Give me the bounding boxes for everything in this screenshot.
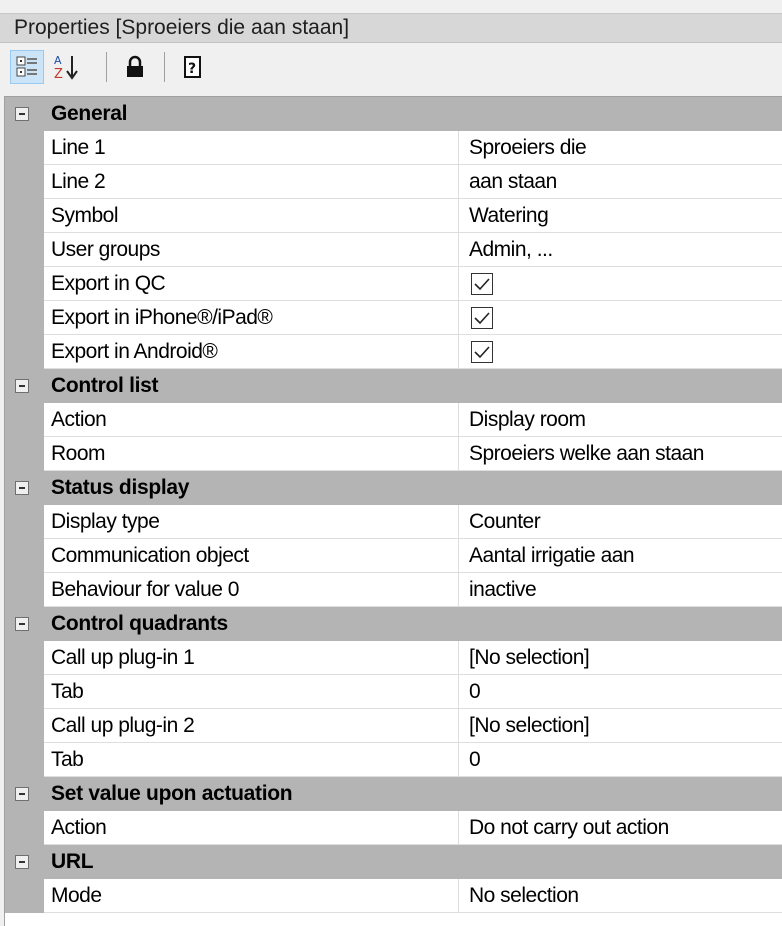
property-name: Action	[51, 816, 107, 839]
checkmark-icon	[474, 276, 490, 292]
property-value[interactable]: Sproeiers welke aan staan	[469, 442, 704, 465]
collapse-icon[interactable]	[15, 617, 29, 631]
collapse-icon[interactable]	[15, 379, 29, 393]
checkmark-icon	[474, 310, 490, 326]
export-qc-checkbox[interactable]	[471, 273, 493, 295]
panel-title: Properties [Sproeiers die aan staan]	[14, 16, 350, 39]
property-row-line-2[interactable]	[5, 165, 782, 199]
property-name: User groups	[51, 238, 160, 261]
checkmark-icon	[474, 344, 490, 360]
collapse-icon[interactable]	[15, 481, 29, 495]
category-url[interactable]	[5, 845, 782, 879]
collapse-icon[interactable]	[15, 855, 29, 869]
property-row-symbol[interactable]	[5, 199, 782, 233]
property-row-user-groups[interactable]	[5, 233, 782, 267]
category-control-list[interactable]	[5, 369, 782, 403]
lock-button[interactable]	[118, 50, 152, 84]
property-row-room[interactable]	[5, 437, 782, 471]
property-row-tab-1[interactable]	[5, 675, 782, 709]
property-name: Action	[51, 408, 107, 431]
panel-titlebar	[0, 13, 782, 43]
alphabetical-view-button[interactable]	[49, 50, 83, 84]
property-name: Export in iPhone®/iPad®	[51, 306, 273, 329]
property-value[interactable]: [No selection]	[469, 646, 590, 669]
svg-text:Z: Z	[54, 67, 63, 81]
alphabetical-sort-icon	[51, 53, 81, 81]
category-label: General	[51, 102, 128, 125]
property-value[interactable]: 0	[469, 680, 481, 703]
property-name: Mode	[51, 884, 102, 907]
property-name: Line 2	[51, 170, 106, 193]
property-name: Tab	[51, 680, 84, 703]
property-name: Call up plug-in 2	[51, 714, 195, 737]
property-row-line-1[interactable]	[5, 131, 782, 165]
category-label: Control list	[51, 374, 159, 397]
property-name: Room	[51, 442, 106, 465]
export-iphone-checkbox[interactable]	[471, 307, 493, 329]
help-button[interactable]	[176, 50, 210, 84]
property-row-export-qc[interactable]	[5, 267, 782, 301]
category-general[interactable]	[5, 97, 782, 131]
property-name: Line 1	[51, 136, 106, 159]
lock-icon	[124, 55, 146, 79]
property-value[interactable]: Admin, ...	[469, 238, 553, 261]
property-value[interactable]: No selection	[469, 884, 579, 907]
property-value[interactable]: Counter	[469, 510, 541, 533]
svg-text:?: ?	[188, 61, 197, 77]
category-control-quadrants[interactable]	[5, 607, 782, 641]
property-name: Export in Android®	[51, 340, 218, 363]
property-row-display-type[interactable]	[5, 505, 782, 539]
property-row-communication-object[interactable]	[5, 539, 782, 573]
property-name: Communication object	[51, 544, 249, 567]
property-row-action[interactable]	[5, 403, 782, 437]
property-row-export-iphone[interactable]	[5, 301, 782, 335]
property-value[interactable]: Do not carry out action	[469, 816, 669, 839]
toolbar-separator	[106, 52, 107, 82]
category-set-value-upon-actuation[interactable]	[5, 777, 782, 811]
property-row-export-android[interactable]	[5, 335, 782, 369]
properties-toolbar	[0, 44, 782, 92]
category-status-display[interactable]	[5, 471, 782, 505]
property-value[interactable]: Aantal irrigatie aan	[469, 544, 635, 567]
property-row-tab-2[interactable]	[5, 743, 782, 777]
property-row-mode[interactable]	[5, 879, 782, 913]
property-value[interactable]: Display room	[469, 408, 586, 431]
property-row-call-up-plugin-2[interactable]	[5, 709, 782, 743]
category-label: Set value upon actuation	[51, 782, 293, 805]
property-value[interactable]: inactive	[469, 578, 537, 601]
property-name: Export in QC	[51, 272, 166, 295]
property-name: Display type	[51, 510, 160, 533]
property-name: Behaviour for value 0	[51, 578, 239, 601]
property-row-actuation-action[interactable]	[5, 811, 782, 845]
property-name: Call up plug-in 1	[51, 646, 195, 669]
categorized-view-button[interactable]	[10, 50, 44, 84]
category-label: Status display	[51, 476, 190, 499]
category-label: URL	[51, 850, 94, 873]
categorized-icon	[15, 55, 39, 79]
category-label: Control quadrants	[51, 612, 228, 635]
svg-text:A: A	[54, 54, 62, 67]
collapse-icon[interactable]	[15, 107, 29, 121]
toolbar-separator	[164, 52, 165, 82]
property-value[interactable]: Watering	[469, 204, 549, 227]
property-row-call-up-plugin-1[interactable]	[5, 641, 782, 675]
property-grid	[4, 96, 782, 926]
property-name: Tab	[51, 748, 84, 771]
collapse-icon[interactable]	[15, 787, 29, 801]
property-value[interactable]: aan staan	[469, 170, 557, 193]
export-android-checkbox[interactable]	[471, 341, 493, 363]
property-value[interactable]: Sproeiers die	[469, 136, 587, 159]
property-value[interactable]: 0	[469, 748, 481, 771]
help-icon	[183, 55, 203, 79]
property-name: Symbol	[51, 204, 119, 227]
property-row-behaviour-value-0[interactable]	[5, 573, 782, 607]
property-value[interactable]: [No selection]	[469, 714, 590, 737]
